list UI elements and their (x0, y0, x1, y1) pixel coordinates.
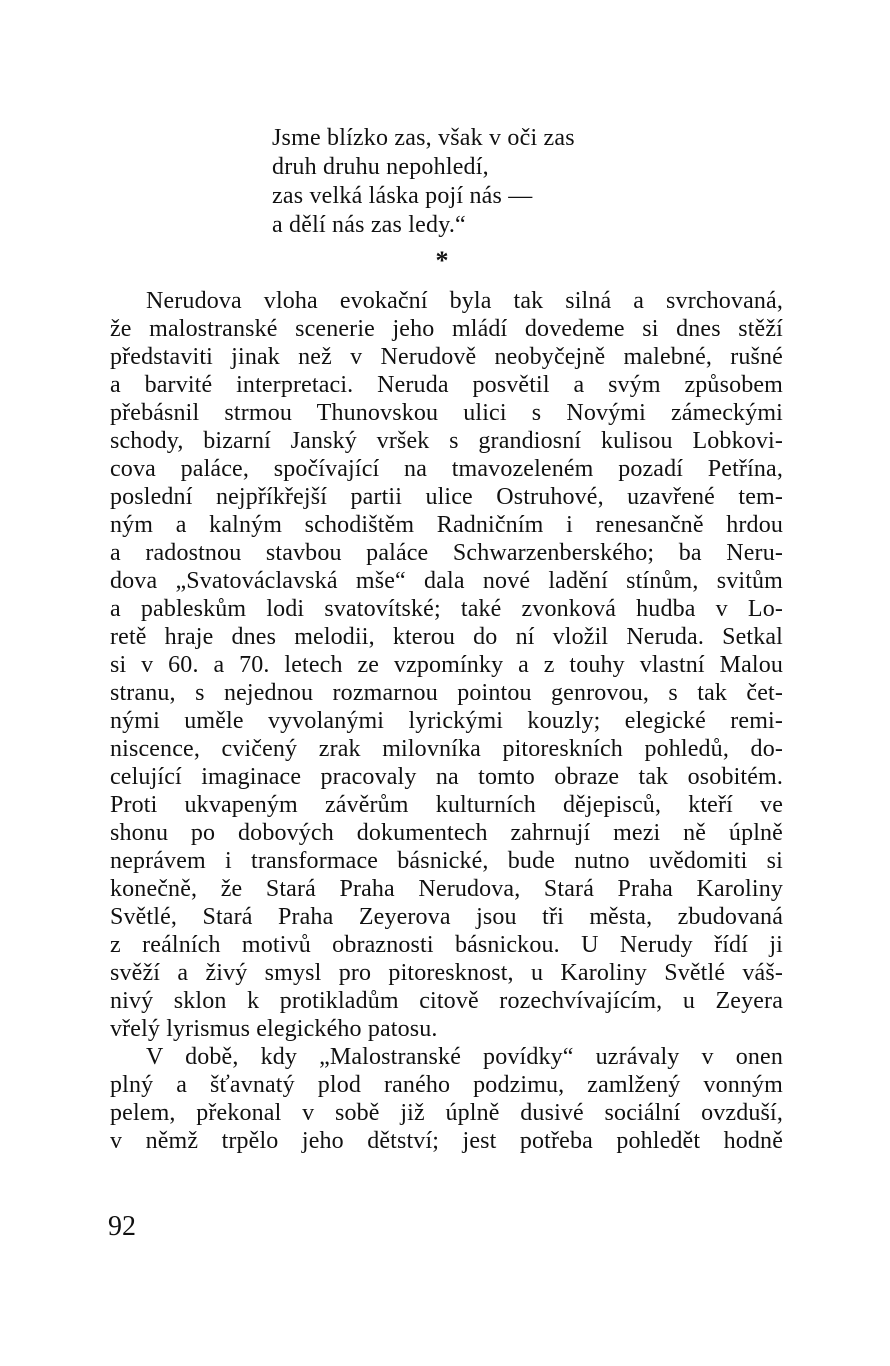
paragraph-line: neprávem i transformace básnické, bude nutno uvědomiti si (110, 848, 783, 874)
section-separator-asterisk: * (435, 246, 449, 275)
paragraph-line: poslední nejpříkřejší partii ulice Ostruhové, uzavřené tem- (110, 484, 783, 510)
paragraph-line: plný a šťavnatý plod raného podzimu, zamlžený vonným (110, 1072, 783, 1098)
body-text (110, 287, 783, 1155)
paragraph-line: v němž trpělo jeho dětství; jest potřeba pohledět hodně (110, 1128, 783, 1154)
paragraph-line: a radostnou stavbou paláce Schwarzenberského; ba Neru- (110, 540, 783, 566)
verse-line: druh druhu nepohledí, (272, 154, 489, 180)
paragraph-line: cova paláce, spočívající na tmavozeleném pozadí Petřína, (110, 456, 783, 482)
page-number: 92 (108, 1211, 136, 1242)
paragraph-line: shonu po dobových dokumentech zahrnují mezi ně úplně (110, 820, 783, 846)
paragraph-line: konečně, že Stará Praha Nerudova, Stará Praha Karoliny (110, 876, 783, 902)
paragraph-line: retě hraje dnes melodii, kterou do ní vložil Neruda. Setkal (110, 624, 783, 650)
paragraph-line: si v 60. a 70. letech ze vzpomínky a z touhy vlastní Malou (110, 652, 783, 678)
paragraph-line: z reálních motivů obraznosti básnickou. U Nerudy řídí ji (110, 932, 783, 958)
paragraph-line: dova „Svatováclavská mše“ dala nové ladění stínům, svitům (110, 568, 783, 594)
paragraph-line: Světlé, Stará Praha Zeyerova jsou tři města, zbudovaná (110, 904, 783, 930)
paragraph-line: schody, bizarní Janský vršek s grandiosní kulisou Lobkovi- (110, 428, 783, 454)
paragraph-line: přebásnil strmou Thunovskou ulici s Novými zámeckými (110, 400, 783, 426)
verse-line: zas velká láska pojí nás — (272, 183, 533, 209)
paragraph-line: niscence, cvičený zrak milovníka pitoreskních pohledů, do- (110, 736, 783, 762)
verse-line: a dělí nás zas ledy.“ (272, 212, 466, 238)
verse-quote (272, 124, 692, 240)
paragraph-line: stranu, s nejednou rozmarnou pointou genrovou, s tak čet- (110, 680, 783, 706)
paragraph-line: pelem, překonal v sobě již úplně dusivé sociální ovzduší, (110, 1100, 783, 1126)
paragraph-line: a barvité interpretaci. Neruda posvětil a svým způsobem (110, 372, 783, 398)
paragraph-line: celující imaginace pracovaly na tomto obraze tak osobitém. (110, 764, 783, 790)
paragraph-line: nými uměle vyvolanými lyrickými kouzly; elegické remi- (110, 708, 783, 734)
verse-line: Jsme blízko zas, však v oči zas (272, 125, 575, 151)
paragraph-line: a pableskům lodi svatovítské; také zvonková hudba v Lo- (110, 596, 783, 622)
paragraph-line: ným a kalným schodištěm Radničním i renesančně hrdou (110, 512, 783, 538)
paragraph-line: vřelý lyrismus elegického patosu. (110, 1016, 438, 1042)
paragraph-line: představiti jinak než v Nerudově neobyčejně malebné, rušné (110, 344, 783, 370)
paragraph-line: že malostranské scenerie jeho mládí dovedeme si dnes stěží (110, 316, 783, 342)
paragraph-line: Proti ukvapeným závěrům kulturních dějepisců, kteří ve (110, 792, 783, 818)
paragraph-line: nivý sklon k protikladům citově rozechvívajícím, u Zeyera (110, 988, 783, 1014)
paragraph-line: V době, kdy „Malostranské povídky“ uzrávaly v onen (146, 1044, 783, 1070)
paragraph-line: svěží a živý smysl pro pitoresknost, u Karoliny Světlé váš- (110, 960, 783, 986)
paragraph-line: Nerudova vloha evokační byla tak silná a svrchovaná, (146, 288, 783, 314)
